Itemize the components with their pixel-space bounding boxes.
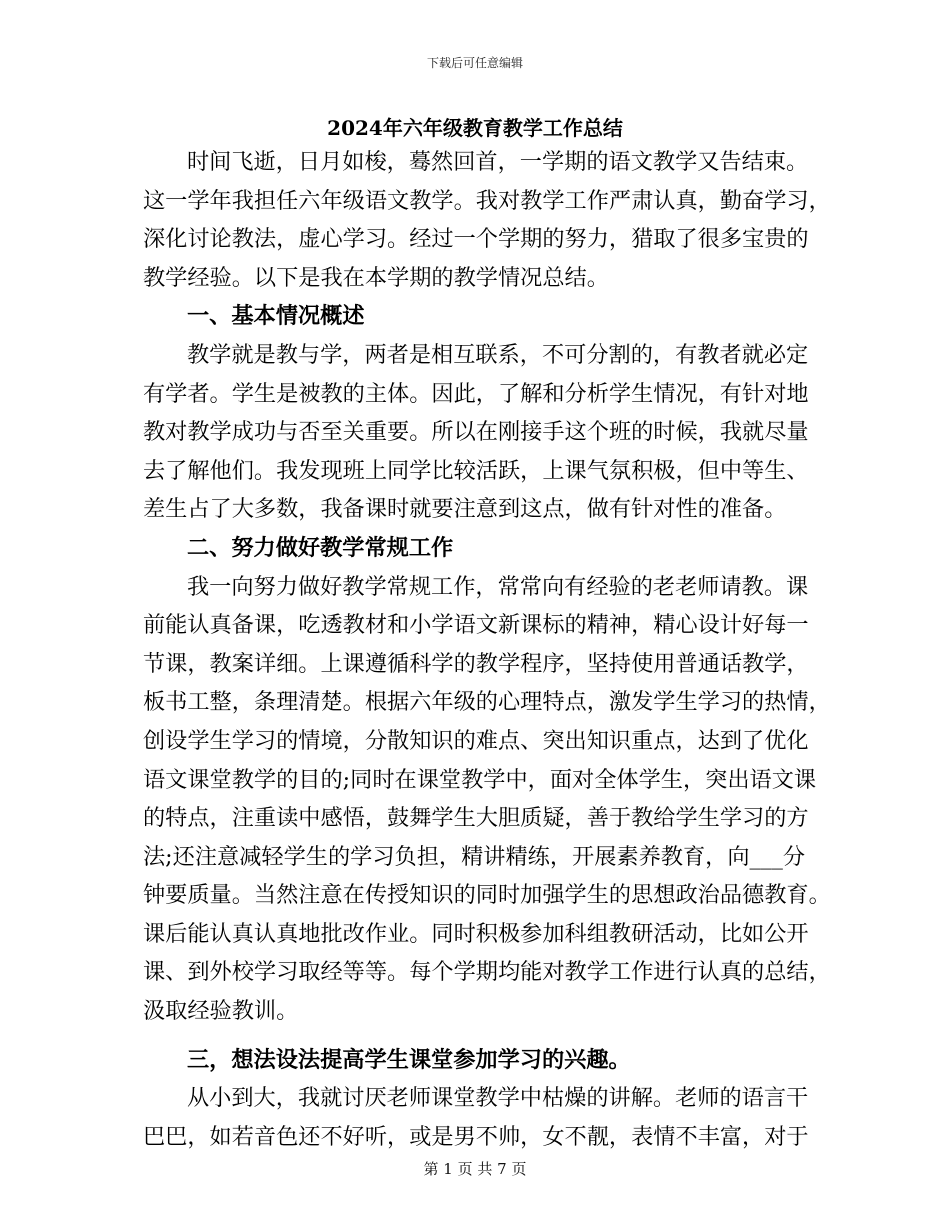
body-text-line: 板书工整，条理清楚。根据六年级的心理特点，激发学生学习的热情， <box>143 689 831 716</box>
body-text-line: 创设学生学习的情境，分散知识的难点、突出知识重点，达到了优化 <box>143 727 809 754</box>
body-text-line: 法;还注意减轻学生的学习负担，精讲精练，开展素养教育，向___分 <box>143 843 806 870</box>
body-text-line: 去了解他们。我发现班上同学比较活跃，上课气氛积极，但中等生、 <box>143 457 809 484</box>
body-text-line: 汲取经验教训。 <box>143 998 299 1025</box>
document-body <box>143 143 831 1156</box>
body-text-line: 教学经验。以下是我在本学期的教学情况总结。 <box>143 264 609 291</box>
body-text-line: 语文课堂教学的目的;同时在课堂教学中，面对全体学生，突出语文课 <box>143 766 817 793</box>
body-text-line: 差生占了大多数，我备课时就要注意到这点，做有针对性的准备。 <box>143 496 787 523</box>
header-note: 下载后可任意编辑 <box>426 56 523 70</box>
body-text-line: 我一向努力做好教学常规工作，常常向有经验的老老师请教。课 <box>187 573 809 600</box>
body-text-line: 时间飞逝，日月如梭，蓦然回首，一学期的语文教学又告结束。 <box>187 149 809 175</box>
body-text-line: 前能认真备课，吃透教材和小学语文新课标的精神，精心设计好每一 <box>143 612 809 639</box>
body-text-line: 课、到外校学习取经等等。每个学期均能对教学工作进行认真的总结， <box>143 959 831 986</box>
body-text-line: 节课，教案详细。上课遵循科学的教学程序，坚持使用普通话教学， <box>143 650 809 677</box>
section-heading: 三，想法设法提高学生课堂参加学习的兴趣。 <box>187 1046 631 1073</box>
body-text-line: 有学者。学生是被教的主体。因此，了解和分析学生情况，有针对地 <box>143 380 809 407</box>
body-text-line: 深化讨论教法，虚心学习。经过一个学期的努力，猎取了很多宝贵的 <box>143 226 809 253</box>
paragraph-gap <box>143 1031 808 1041</box>
body-text-line: 的特点，注重读中感悟，鼓舞学生大胆质疑，善于教给学生学习的方 <box>143 805 809 832</box>
body-text-line: 教学就是教与学，两者是相互联系，不可分割的，有教者就必定 <box>187 341 809 368</box>
body-text-line: 教对教学成功与否至关重要。所以在刚接手这个班的时候，我就尽量 <box>143 419 809 446</box>
section-heading: 一、基本情况概述 <box>187 303 365 330</box>
body-text-line: 钟要质量。当然注意在传授知识的同时加强学生的思想政治品德教育。 <box>143 882 831 909</box>
document-title: 2024年六年级教育教学工作总结 <box>327 116 623 140</box>
section-heading: 二、努力做好教学常规工作 <box>187 534 454 561</box>
page-number-footer: 第 1 页 共 7 页 <box>423 1160 527 1178</box>
body-text-line: 这一学年我担任六年级语文教学。我对教学工作严肃认真，勤奋学习， <box>143 187 831 214</box>
body-text-line: 从小到大，我就讨厌老师课堂教学中枯燥的讲解。老师的语言干 <box>187 1085 809 1112</box>
body-text-line: 课后能认真认真地批改作业。同时积极参加科组教研活动，比如公开 <box>143 920 809 947</box>
body-text-line: 巴巴，如若音色还不好听，或是男不帅，女不靓，表情不丰富，对于 <box>143 1123 809 1150</box>
